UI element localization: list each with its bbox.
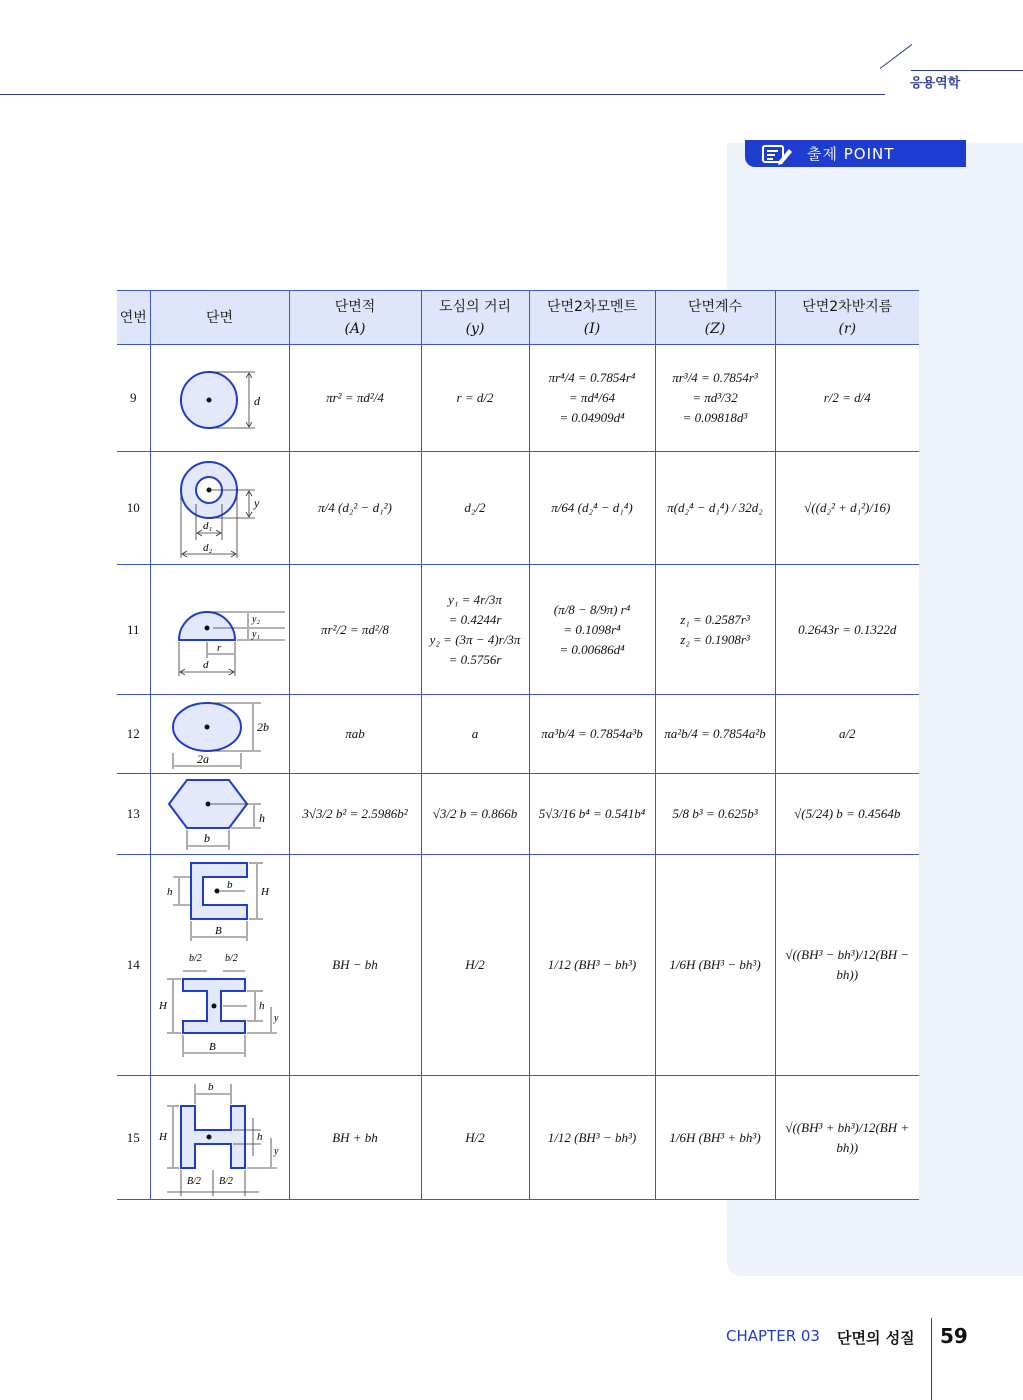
radius-formula: √(5/24) b = 0.4564b [775, 774, 919, 855]
radius-formula: a/2 [775, 695, 919, 774]
area-formula: 3√3/2 b² = 2.5986b² [289, 774, 421, 855]
radius-formula: √((BH³ + bh³)/12(BH + bh)) [775, 1076, 919, 1200]
row-number: 13 [117, 774, 150, 855]
radius-formula: r/2 = d/4 [775, 345, 919, 452]
modulus-formula: 1/6H (BH³ + bh³) [655, 1076, 775, 1200]
header-no: 연번 [117, 291, 150, 345]
header-area: 단면적 (A) [289, 291, 421, 345]
header-radius: 단면2차반지름 (r) [775, 291, 919, 345]
modulus-formula: πa²b/4 = 0.7854a²b [655, 695, 775, 774]
svg-text:B/2: B/2 [186, 1175, 201, 1187]
subject-label: 응용역학 [910, 76, 961, 91]
footer-chapter-title: 단면의 성질 [837, 1329, 915, 1347]
page-number: 59 [940, 1324, 968, 1348]
svg-text:B: B [208, 1041, 216, 1053]
area-formula: πab [289, 695, 421, 774]
header-rule-upper [911, 70, 1023, 71]
svg-text:H: H [158, 1130, 167, 1143]
svg-text:B: B [214, 925, 222, 937]
centroid-formula: H/2 [421, 1076, 529, 1200]
radius-formula: √((d₂² + d₁²)/16) [775, 452, 919, 565]
svg-text:b/2: b/2 [188, 953, 202, 964]
radius-formula: √((BH³ − bh³)/12(BH − bh)) [775, 855, 919, 1076]
footer-chapter: CHAPTER 03 [726, 1327, 820, 1345]
svg-text:r: r [216, 641, 221, 654]
svg-text:d: d [202, 658, 208, 671]
svg-text:2a: 2a [196, 752, 209, 766]
radius-formula: 0.2643r = 0.1322d [775, 565, 919, 695]
area-formula: BH − bh [289, 855, 421, 1076]
svg-text:y₂: y₂ [251, 613, 260, 625]
svg-text:b: b [226, 879, 232, 891]
svg-text:h: h [258, 1000, 264, 1012]
svg-text:y₁: y₁ [251, 628, 260, 640]
section-properties-table [117, 290, 919, 1200]
row-number: 9 [117, 345, 150, 452]
svg-text:y: y [273, 1145, 278, 1157]
centroid-formula: a [421, 695, 529, 774]
section-figure-ellipse [150, 695, 289, 774]
centroid-formula: y₁ = 4r/3π = 0.4244r y₂ = (3π − 4)r/3π = 0.5756r [421, 565, 529, 695]
svg-text:h: h [258, 811, 265, 825]
area-formula: π/4 (d₂² − d₁²) [289, 452, 421, 565]
modulus-formula: 1/6H (BH³ − bh³) [655, 855, 775, 1076]
moment-formula: (π/8 − 8/9π) r⁴ = 0.1098r⁴ = 0.00686d⁴ [529, 565, 655, 695]
svg-text:h: h [166, 886, 172, 898]
svg-text:d₁: d₁ [202, 520, 212, 532]
svg-text:b: b [203, 831, 210, 845]
modulus-formula: 5/8 b³ = 0.625b³ [655, 774, 775, 855]
svg-text:y: y [273, 1013, 278, 1024]
svg-text:H: H [158, 1000, 167, 1012]
row-number: 14 [117, 855, 150, 1076]
header-centroid: 도심의 거리 (y) [421, 291, 529, 345]
header-rule-slant [880, 44, 913, 69]
row-number: 12 [117, 695, 150, 774]
note-pencil-icon [761, 143, 793, 165]
svg-text:b/2: b/2 [224, 953, 238, 964]
centroid-formula: H/2 [421, 855, 529, 1076]
svg-text:B/2: B/2 [218, 1175, 233, 1187]
table-row [117, 452, 919, 565]
header-section: 단면 [150, 291, 289, 345]
footer-divider [931, 1318, 932, 1400]
section-figure-hollow-circle [150, 452, 289, 565]
table-header-row [117, 291, 919, 345]
modulus-formula: z₁ = 0.2587r³ z₂ = 0.1908r³ [655, 565, 775, 695]
section-figure-h-beam [150, 1076, 289, 1200]
moment-formula: πr⁴/4 = 0.7854r⁴ = πd⁴/64 = 0.04909d⁴ [529, 345, 655, 452]
table-row [117, 565, 919, 695]
area-formula: BH + bh [289, 1076, 421, 1200]
svg-text:2b: 2b [256, 720, 269, 734]
row-number: 10 [117, 452, 150, 565]
area-formula: πr² = πd²/4 [289, 345, 421, 452]
section-figure-hexagon [150, 774, 289, 855]
header-modulus: 단면계수 (Z) [655, 291, 775, 345]
point-tab [745, 140, 966, 167]
svg-text:d₂: d₂ [202, 542, 212, 554]
table-row [117, 695, 919, 774]
moment-formula: πa³b/4 = 0.7854a³b [529, 695, 655, 774]
section-figure-circle [150, 345, 289, 452]
modulus-formula: π(d₂⁴ − d₁⁴) / 32d₂ [655, 452, 775, 565]
table-row [117, 774, 919, 855]
row-number: 15 [117, 1076, 150, 1200]
svg-text:H: H [260, 886, 269, 898]
area-formula: πr²/2 = πd²/8 [289, 565, 421, 695]
moment-formula: 1/12 (BH³ − bh³) [529, 1076, 655, 1200]
header-rule [0, 94, 885, 95]
header-moment: 단면2차모멘트 (I) [529, 291, 655, 345]
table-row [117, 1076, 919, 1200]
svg-text:d: d [253, 394, 260, 408]
row-number: 11 [117, 565, 150, 695]
moment-formula: 5√3/16 b⁴ = 0.541b⁴ [529, 774, 655, 855]
table-row [117, 855, 919, 1076]
moment-formula: 1/12 (BH³ − bh³) [529, 855, 655, 1076]
svg-text:b: b [207, 1080, 213, 1093]
centroid-formula: r = d/2 [421, 345, 529, 452]
centroid-formula: √3/2 b = 0.866b [421, 774, 529, 855]
svg-text:h: h [256, 1130, 262, 1143]
point-tab-label: 출제 POINT [807, 145, 895, 163]
svg-text:y: y [253, 496, 259, 510]
moment-formula: π/64 (d₂⁴ − d₁⁴) [529, 452, 655, 565]
section-figure-channel-and-i-beam [150, 855, 289, 1076]
centroid-formula: d₂/2 [421, 452, 529, 565]
section-figure-semicircle [150, 565, 289, 695]
modulus-formula: πr³/4 = 0.7854r³ = πd³/32 = 0.09818d³ [655, 345, 775, 452]
table-row [117, 345, 919, 452]
